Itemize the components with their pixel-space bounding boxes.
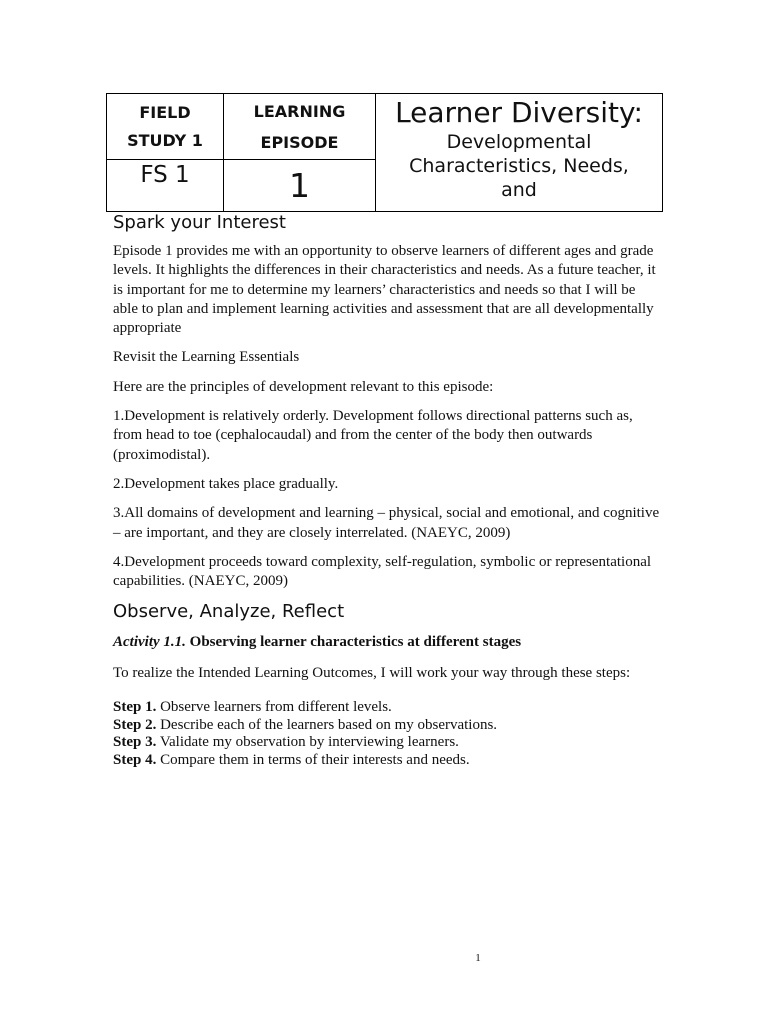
step-item xyxy=(113,699,663,717)
principle-item: 1.Development is relatively orderly. Development follows directional patterns such as, from head to toe (cephalocaudal) and from the center of the body then outwards (proximodistal). xyxy=(113,408,633,463)
field-study-cell xyxy=(107,94,224,160)
step-item xyxy=(113,734,663,752)
episode-subtitle-line-2: Characteristics, Needs, xyxy=(409,155,629,177)
episode-subtitle-line-1: Developmental xyxy=(446,131,592,153)
episode-header-table xyxy=(106,93,663,212)
fs-cell: FS 1 xyxy=(107,160,224,212)
step-item xyxy=(113,752,663,770)
step-text: Describe each of the learners based on my observations. xyxy=(156,716,498,733)
principle-item: 2.Development takes place gradually. xyxy=(113,475,339,492)
step-label: Step 2. xyxy=(113,716,157,733)
activity-heading xyxy=(113,633,663,652)
step-text: Compare them in terms of their interests and needs. xyxy=(156,752,470,769)
episode-label: EPISODE xyxy=(260,132,339,152)
step-label: Step 4. xyxy=(113,752,157,769)
step-item xyxy=(113,717,663,735)
episode-title: Learner Diversity: xyxy=(395,96,643,129)
intro-paragraph: Episode 1 provides me with an opportunity to observe learners of different ages and grade levels. It highlights the differences in their characteristics and needs. As a future teacher, it is important for me to determine my learners’ characteristics and needs so that I will be able to plan and implement learning activities and assessment that are all developmentally appropriate xyxy=(113,243,656,337)
episode-subtitle-line-3: and xyxy=(501,179,537,201)
step-label: Step 3. xyxy=(113,734,157,751)
activity-title: Observing learner characteristics at different stages xyxy=(189,634,522,651)
step-text: Observe learners from different levels. xyxy=(156,699,392,716)
observe-heading: Observe, Analyze, Reflect xyxy=(113,601,345,623)
principles-intro: Here are the principles of development relevant to this episode: xyxy=(113,378,494,395)
spark-heading: Spark your Interest xyxy=(113,212,286,233)
step-text: Validate my observation by interviewing learners. xyxy=(156,734,459,751)
page-number: 1 xyxy=(475,952,481,964)
steps-list xyxy=(113,699,663,770)
learning-label: LEARNING xyxy=(253,101,346,121)
principle-item: 3.All domains of development and learning – physical, social and emotional, and cognitive – are important, and they are closely interrelated. (NAEYC, 2009) xyxy=(113,505,660,541)
steps-intro: To realize the Intended Learning Outcomes, I will work your way through these steps: xyxy=(113,664,631,681)
activity-label: Activity 1.1. xyxy=(113,634,186,651)
step-label: Step 1. xyxy=(113,699,157,716)
document-body xyxy=(113,208,663,770)
study-label: STUDY 1 xyxy=(127,130,203,150)
episode-title-cell xyxy=(376,94,663,212)
episode-number-cell: 1 xyxy=(224,160,376,212)
principle-item: 4.Development proceeds toward complexity, self-regulation, symbolic or representational capabilities. (NAEYC, 2009) xyxy=(113,553,652,590)
field-label: FIELD xyxy=(139,102,191,122)
learning-episode-cell xyxy=(224,94,376,160)
revisit-paragraph: Revisit the Learning Essentials xyxy=(113,349,300,366)
